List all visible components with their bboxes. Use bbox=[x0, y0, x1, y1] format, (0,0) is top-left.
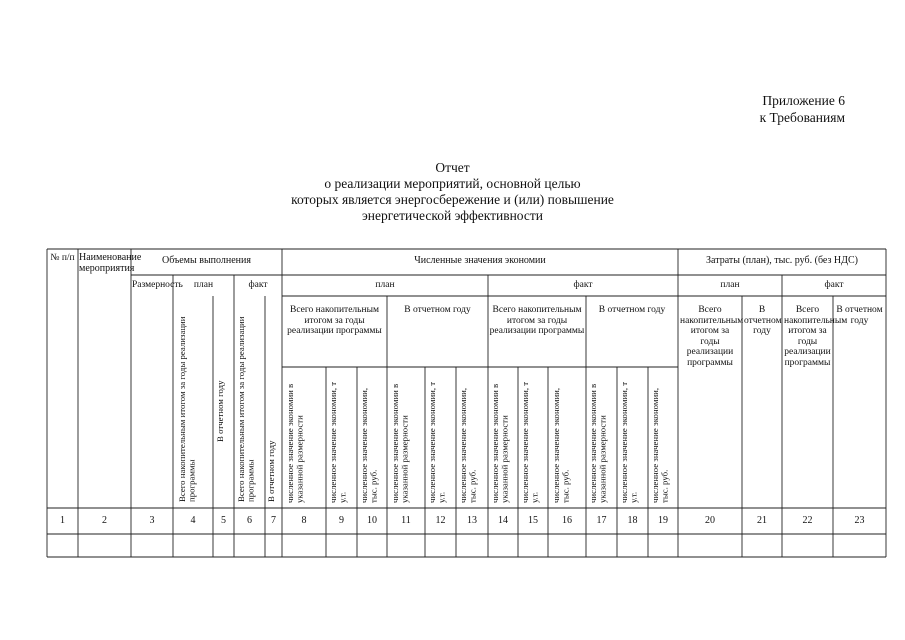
econ-fact-year-rub: численное значение экономии, тыс. руб. bbox=[650, 387, 670, 503]
col-num-7: 7 bbox=[271, 515, 276, 526]
col-num-20: 20 bbox=[705, 515, 715, 526]
col-num-22: 22 bbox=[802, 515, 813, 526]
annex-line-1: Приложение 6 bbox=[762, 93, 845, 108]
annex-reference bbox=[760, 92, 845, 126]
col-num-16: 16 bbox=[562, 515, 572, 526]
title-line-1: Отчет bbox=[435, 160, 470, 175]
volumes-plan-current-year: В отчетном году bbox=[215, 380, 225, 442]
col-num-1: 1 bbox=[60, 515, 65, 526]
col-num-12: 12 bbox=[435, 515, 446, 526]
col-num-15: 15 bbox=[528, 515, 538, 526]
col-num-5: 5 bbox=[221, 515, 226, 526]
costs-fact-cumulative: Всего накопительным итогом за годы реализации программы bbox=[784, 305, 848, 368]
econ-fact-cum-units: численное значение экономии в указанной размерности bbox=[490, 383, 510, 503]
header-economy: Численные значения экономии bbox=[414, 255, 546, 266]
col-num-23: 23 bbox=[854, 515, 865, 526]
economy-fact-current-year: В отчетном году bbox=[598, 305, 666, 315]
economy-plan-cumulative: Всего накопительным итогом за годы реализации программы bbox=[287, 305, 382, 336]
header-dimension: Размерность bbox=[132, 280, 183, 290]
costs-plan-cumulative: Всего накопительным итогом за годы реализации программы bbox=[680, 305, 744, 368]
econ-plan-cum-rub: численное значение экономии, тыс. руб. bbox=[359, 387, 379, 503]
col-num-19: 19 bbox=[658, 515, 668, 526]
title-line-2: о реализации мероприятий, основной целью bbox=[324, 176, 581, 191]
economy-plan-current-year: В отчетном году bbox=[404, 305, 471, 315]
col-num-2: 2 bbox=[102, 515, 107, 526]
title-line-3: которых является энергосбережение и (или) повышение bbox=[291, 192, 614, 207]
header-volumes-plan: план bbox=[193, 280, 214, 290]
econ-plan-year-tut: численное значение экономии, т у.т. bbox=[427, 381, 447, 503]
col-num-9: 9 bbox=[339, 515, 344, 526]
col-num-10: 10 bbox=[367, 515, 377, 526]
econ-fact-year-tut: численное значение экономии, т у.т. bbox=[619, 381, 639, 503]
header-costs-fact: факт bbox=[824, 280, 844, 290]
econ-fact-year-units: численное значение экономии в указанной размерности bbox=[588, 383, 608, 503]
col-num-11: 11 bbox=[401, 515, 411, 526]
econ-plan-year-rub: численное значение экономии, тыс. руб. bbox=[458, 387, 478, 503]
header-volumes: Объемы выполнения bbox=[162, 255, 251, 266]
col-num-8: 8 bbox=[301, 515, 307, 526]
col-num-6: 6 bbox=[247, 515, 252, 526]
header-event-name: Наименование мероприятия bbox=[79, 252, 142, 274]
econ-fact-cum-tut: численное значение экономии, т у.т. bbox=[520, 381, 540, 503]
header-economy-fact: факт bbox=[573, 280, 593, 290]
col-num-13: 13 bbox=[467, 515, 477, 526]
econ-plan-cum-tut: численное значение экономии, т у.т. bbox=[328, 381, 348, 503]
volumes-fact-cumulative: Всего накопительным итогом за годы реализации программы bbox=[236, 316, 256, 502]
econ-fact-cum-rub: численное значение экономии, тыс. руб. bbox=[551, 387, 571, 503]
header-economy-plan: план bbox=[375, 280, 395, 290]
header-costs-plan: план bbox=[720, 280, 740, 290]
costs-plan-current-year: В отчетном году bbox=[744, 305, 782, 336]
econ-plan-year-units: численное значение экономии в указанной размерности bbox=[390, 383, 410, 503]
col-num-21: 21 bbox=[757, 515, 767, 526]
volumes-plan-cumulative: Всего накопительным итогом за годы реализации программы bbox=[177, 316, 197, 502]
col-num-4: 4 bbox=[190, 515, 196, 526]
costs-fact-current-year: В отчетном году bbox=[836, 305, 883, 326]
header-volumes-fact: факт bbox=[248, 280, 268, 290]
header-costs: Затраты (план), тыс. руб. (без НДС) bbox=[706, 255, 858, 266]
col-num-14: 14 bbox=[498, 515, 508, 526]
title-line-4: энергетической эффективности bbox=[362, 208, 543, 223]
volumes-fact-current-year: В отчетном году bbox=[266, 440, 276, 502]
col-num-17: 17 bbox=[596, 515, 607, 526]
report-title bbox=[0, 160, 905, 224]
econ-plan-cum-units: численное значение экономии в указанной размерности bbox=[285, 383, 305, 503]
col-num-18: 18 bbox=[627, 515, 638, 526]
header-number: № п/п bbox=[50, 253, 75, 263]
annex-line-2: к Требованиям bbox=[759, 110, 845, 125]
economy-fact-cumulative: Всего накопительным итогом за годы реализации программы bbox=[489, 305, 585, 336]
col-num-3: 3 bbox=[149, 515, 155, 526]
